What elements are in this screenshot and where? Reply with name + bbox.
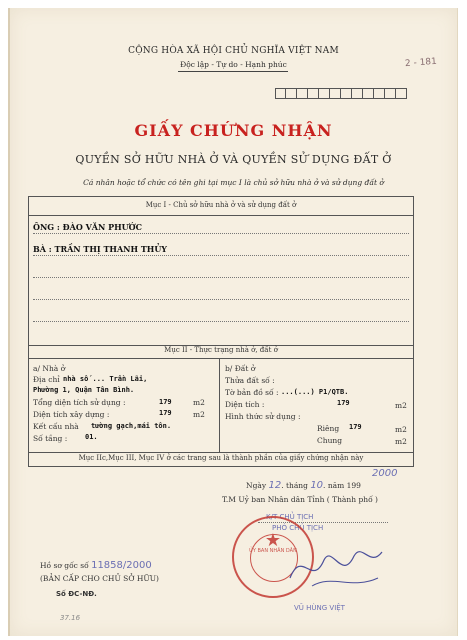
- footer-note-row: [28, 452, 414, 467]
- total-area-unit: m2: [193, 398, 205, 407]
- serial-box: [319, 88, 330, 99]
- dotted-line: [33, 299, 409, 300]
- serial-box: [308, 88, 319, 99]
- map-sheet-label: Tờ bản đồ số :: [225, 388, 279, 397]
- footer-note: Mục IIc,Mục III, Mục IV ở các trang sau là thành phần của giấy chứng nhận này: [78, 454, 364, 462]
- section-property-title: Mục II - Thực trạng nhà ở, đất ở: [164, 346, 278, 354]
- date-line: [246, 480, 361, 491]
- private-use-unit: m2: [395, 425, 407, 434]
- motto-underline: [178, 71, 288, 72]
- shared-use-label: Chung: [317, 436, 343, 445]
- intro-text: Cá nhân hoặc tổ chức có tên ghi tại mục I là chủ sở hữu nhà ở và sử dụng đất ở: [83, 178, 384, 187]
- section-owners: [28, 196, 414, 346]
- total-area-label: Tổng diện tích sử dụng :: [33, 398, 126, 407]
- owner-husband: ÔNG : ĐÀO VĂN PHƯỚC: [33, 222, 142, 232]
- owner-wife: BÀ : TRẦN THỊ THANH THỦY: [33, 244, 168, 254]
- section-owners-header: [29, 197, 413, 216]
- file-number: 11858/2000: [91, 560, 152, 571]
- date-day: 12: [268, 480, 282, 491]
- serial-box: [363, 88, 374, 99]
- signer-role-2: PHÓ CHỦ TỊCH: [272, 524, 324, 532]
- column-divider: [219, 358, 220, 452]
- serial-box: [341, 88, 352, 99]
- dotted-line: [33, 233, 409, 234]
- certificate-page: [8, 8, 458, 636]
- nation-heading: CỘNG HÒA XÃ HỘI CHỦ NGHĨA VIỆT NAM: [128, 46, 339, 56]
- land-area-value: 179: [337, 399, 350, 407]
- file-number-line: [40, 560, 152, 571]
- motto: Độc lập - Tự do - Hạnh phúc: [180, 60, 287, 69]
- serial-box: [374, 88, 385, 99]
- date-year-handwritten: 2000: [372, 468, 398, 479]
- private-use-value: 179: [349, 423, 362, 431]
- parcel-label: Thửa đất số :: [225, 376, 275, 385]
- issuing-authority: T.M Uỷ ban Nhân dân Tỉnh ( Thành phố ): [222, 495, 378, 504]
- land-area-label: Diện tích :: [225, 400, 265, 409]
- serial-box: [275, 88, 286, 99]
- signer-role-1: K/T CHỦ TỊCH: [266, 513, 314, 521]
- total-area-value: 179: [159, 398, 172, 406]
- date-year-label: . năm 199: [323, 481, 361, 490]
- copy-note: (BẢN CẤP CHO CHỦ SỞ HỮU): [40, 574, 159, 583]
- star-icon: ★: [264, 530, 282, 551]
- house-heading: a/ Nhà ở: [33, 364, 66, 373]
- private-use-label: Riêng: [317, 424, 340, 433]
- serial-box: [297, 88, 308, 99]
- structure-label: Kết cấu nhà: [33, 422, 79, 431]
- serial-number-boxes: [275, 88, 407, 99]
- serial-box: [385, 88, 396, 99]
- floors-label: Số tầng :: [33, 434, 68, 443]
- doc-number-label: Số ĐC-NĐ.: [56, 590, 97, 598]
- date-month-label: . tháng: [281, 481, 308, 490]
- dotted-line: [33, 277, 409, 278]
- house-address-line2: Phường 1, Quận Tân Bình.: [33, 386, 135, 394]
- house-address-label: Địa chỉ: [33, 375, 60, 384]
- dotted-line: [33, 321, 409, 322]
- handwritten-reference: 2 - 181: [404, 56, 438, 70]
- map-sheet-value: ...(...) P1/QTB.: [281, 388, 349, 396]
- certificate-subtitle: QUYỀN SỞ HỮU NHÀ Ở VÀ QUYỀN SỬ DỤNG ĐẤT Ở: [75, 153, 392, 166]
- corner-mark: 37.16: [60, 614, 81, 622]
- built-area-label: Diện tích xây dựng :: [33, 410, 110, 419]
- land-heading: b/ Đất ở: [225, 364, 256, 373]
- land-area-unit: m2: [395, 401, 407, 410]
- house-address-value: nhà số ... Trần Lãi,: [63, 375, 148, 383]
- file-number-label: Hồ sơ gốc số: [40, 561, 89, 570]
- signer-name: VŨ HÙNG VIỆT: [294, 604, 345, 612]
- built-area-value: 179: [159, 409, 172, 417]
- serial-box: [286, 88, 297, 99]
- serial-box: [330, 88, 341, 99]
- section-owners-title: Mục I - Chủ sở hữu nhà ở và sử dụng đất ở: [145, 201, 297, 209]
- seal-text: ỦY BAN NHÂN DÂN: [249, 548, 297, 554]
- section-property-header: [29, 344, 413, 359]
- section-property: [28, 344, 414, 453]
- date-day-label: Ngày: [246, 481, 267, 490]
- signature-mark: [282, 538, 392, 598]
- serial-box: [396, 88, 407, 99]
- serial-box: [352, 88, 363, 99]
- structure-value: tường gạch,mái tôn.: [91, 422, 172, 430]
- dotted-line: [33, 255, 409, 256]
- shared-use-unit: m2: [395, 437, 407, 446]
- floors-value: 01.: [85, 433, 98, 441]
- certificate-title: GIẤY CHỨNG NHẬN: [134, 121, 333, 140]
- use-form-label: Hình thức sử dụng :: [225, 412, 301, 421]
- built-area-unit: m2: [193, 410, 205, 419]
- date-month: 10: [310, 480, 324, 491]
